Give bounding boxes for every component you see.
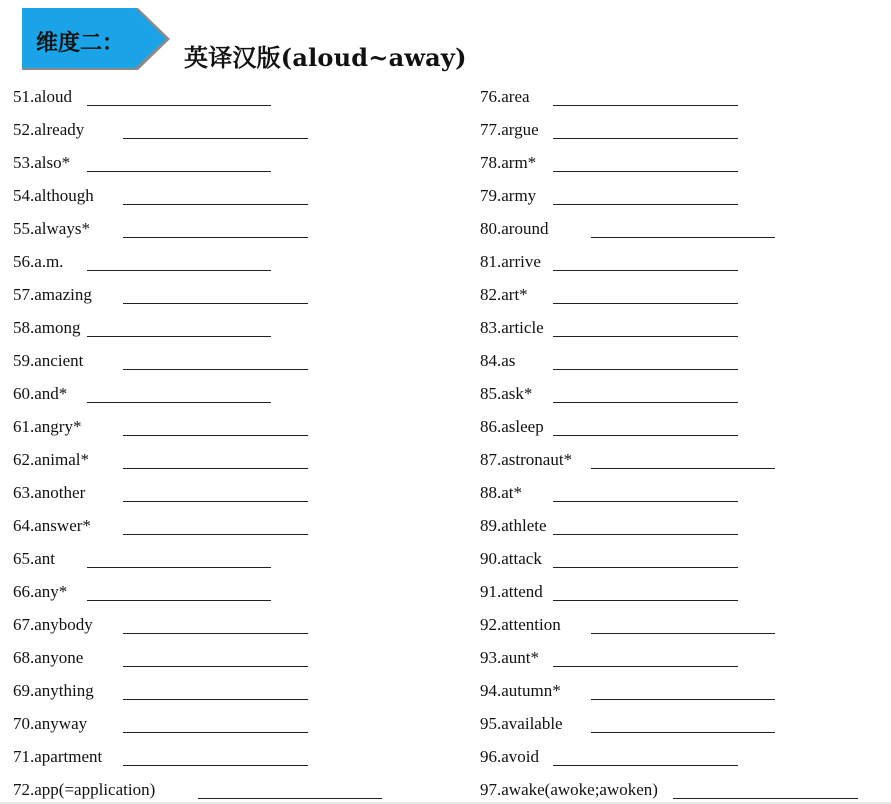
vocab-entry bbox=[480, 219, 777, 243]
answer-blank[interactable] bbox=[553, 336, 738, 337]
vocab-word: 92.attention bbox=[480, 615, 561, 634]
vocab-word: 60.and* bbox=[13, 384, 68, 403]
vocab-entry bbox=[13, 219, 310, 243]
vocab-entry bbox=[480, 384, 740, 408]
vocab-entry bbox=[480, 747, 740, 771]
vocab-word: 57.amazing bbox=[13, 285, 92, 304]
answer-blank[interactable] bbox=[553, 303, 738, 304]
answer-blank[interactable] bbox=[87, 600, 271, 601]
answer-blank[interactable] bbox=[87, 105, 271, 106]
vocab-entry bbox=[13, 417, 310, 441]
answer-blank[interactable] bbox=[553, 534, 738, 535]
answer-blank[interactable] bbox=[123, 468, 308, 469]
vocab-word: 83.article bbox=[480, 318, 544, 337]
vocab-entry bbox=[13, 681, 310, 705]
answer-blank[interactable] bbox=[553, 567, 738, 568]
vocab-word: 55.always* bbox=[13, 219, 90, 238]
vocab-word: 71.apartment bbox=[13, 747, 103, 766]
vocab-entry bbox=[13, 549, 273, 573]
vocab-entry bbox=[13, 615, 310, 639]
section-label: 维度二： bbox=[36, 31, 125, 56]
answer-blank[interactable] bbox=[87, 270, 271, 271]
vocab-word: 97.awake(awoke;awoken) bbox=[480, 780, 658, 799]
answer-blank[interactable] bbox=[87, 402, 271, 403]
answer-blank[interactable] bbox=[553, 666, 738, 667]
vocab-entry bbox=[480, 582, 740, 606]
vocab-entry bbox=[480, 450, 777, 474]
vocab-entry bbox=[13, 186, 310, 210]
vocab-word: 53.also* bbox=[13, 153, 71, 172]
answer-blank[interactable] bbox=[123, 534, 308, 535]
answer-blank[interactable] bbox=[553, 270, 738, 271]
page-title: 英译汉版(aloud~away) bbox=[184, 43, 467, 72]
answer-blank[interactable] bbox=[553, 600, 738, 601]
answer-blank[interactable] bbox=[591, 699, 775, 700]
vocab-entry bbox=[13, 483, 310, 507]
vocab-entry bbox=[13, 318, 273, 342]
vocab-entry bbox=[480, 252, 740, 276]
answer-blank[interactable] bbox=[553, 765, 738, 766]
vocab-entry bbox=[13, 648, 310, 672]
vocab-entry bbox=[13, 351, 310, 375]
answer-blank[interactable] bbox=[591, 468, 775, 469]
answer-blank[interactable] bbox=[553, 105, 738, 106]
answer-blank[interactable] bbox=[591, 237, 775, 238]
vocab-word: 70.anyway bbox=[13, 714, 88, 733]
vocab-word: 84.as bbox=[480, 351, 516, 370]
vocab-word: 85.ask* bbox=[480, 384, 533, 403]
vocab-entry bbox=[480, 318, 740, 342]
vocab-word: 51.aloud bbox=[13, 87, 73, 106]
vocab-word: 76.area bbox=[480, 87, 530, 106]
answer-blank[interactable] bbox=[553, 435, 738, 436]
answer-blank[interactable] bbox=[123, 732, 308, 733]
vocab-entry bbox=[13, 384, 273, 408]
vocab-entry bbox=[13, 714, 310, 738]
vocab-word: 66.any* bbox=[13, 582, 68, 601]
answer-blank[interactable] bbox=[123, 303, 308, 304]
answer-blank[interactable] bbox=[87, 336, 271, 337]
answer-blank[interactable] bbox=[123, 699, 308, 700]
answer-blank[interactable] bbox=[673, 798, 858, 799]
answer-blank[interactable] bbox=[123, 369, 308, 370]
vocab-entry bbox=[480, 120, 740, 144]
vocab-word: 79.army bbox=[480, 186, 537, 205]
answer-blank[interactable] bbox=[123, 237, 308, 238]
vocab-word: 88.at* bbox=[480, 483, 523, 502]
vocab-word: 62.animal* bbox=[13, 450, 90, 469]
vocab-word: 69.anything bbox=[13, 681, 94, 700]
answer-blank[interactable] bbox=[553, 138, 738, 139]
vocab-entry bbox=[480, 417, 740, 441]
vocab-entry bbox=[13, 87, 273, 111]
vocab-entry bbox=[13, 252, 273, 276]
answer-blank[interactable] bbox=[553, 402, 738, 403]
vocab-word: 91.attend bbox=[480, 582, 543, 601]
answer-blank[interactable] bbox=[553, 204, 738, 205]
vocab-entry bbox=[480, 483, 740, 507]
vocab-word: 72.app(=application) bbox=[13, 780, 156, 799]
answer-blank[interactable] bbox=[123, 765, 308, 766]
vocab-entry bbox=[480, 549, 740, 573]
answer-blank[interactable] bbox=[87, 171, 271, 172]
vocab-word: 89.athlete bbox=[480, 516, 547, 535]
answer-blank[interactable] bbox=[591, 732, 775, 733]
vocab-entry bbox=[480, 153, 740, 177]
vocab-word: 64.answer* bbox=[13, 516, 91, 535]
vocab-word: 58.among bbox=[13, 318, 81, 337]
vocab-entry bbox=[13, 450, 310, 474]
answer-blank[interactable] bbox=[553, 171, 738, 172]
section-badge bbox=[22, 8, 170, 70]
vocab-word: 93.aunt* bbox=[480, 648, 540, 667]
vocab-word: 86.asleep bbox=[480, 417, 544, 436]
vocab-word: 63.another bbox=[13, 483, 86, 502]
vocab-entry bbox=[13, 120, 310, 144]
answer-blank[interactable] bbox=[123, 666, 308, 667]
answer-blank[interactable] bbox=[123, 138, 308, 139]
vocab-entry bbox=[13, 582, 273, 606]
vocab-word: 68.anyone bbox=[13, 648, 84, 667]
vocab-word: 81.arrive bbox=[480, 252, 541, 271]
vocab-entry bbox=[480, 681, 777, 705]
vocab-word: 59.ancient bbox=[13, 351, 84, 370]
vocab-entry bbox=[13, 153, 273, 177]
vocab-entry bbox=[480, 714, 777, 738]
vocab-word: 96.avoid bbox=[480, 747, 540, 766]
vocab-entry bbox=[13, 780, 384, 804]
answer-blank[interactable] bbox=[123, 204, 308, 205]
vocab-word: 87.astronaut* bbox=[480, 450, 573, 469]
vocab-word: 78.arm* bbox=[480, 153, 537, 172]
vocab-entry bbox=[480, 87, 740, 111]
vocab-entry bbox=[13, 285, 310, 309]
answer-blank[interactable] bbox=[87, 567, 271, 568]
vocab-word: 56.a.m. bbox=[13, 252, 64, 271]
vocab-word: 94.autumn* bbox=[480, 681, 561, 700]
vocab-entry bbox=[480, 285, 740, 309]
vocab-word: 61.angry* bbox=[13, 417, 82, 436]
vocab-word: 90.attack bbox=[480, 549, 542, 568]
answer-blank[interactable] bbox=[123, 633, 308, 634]
answer-blank[interactable] bbox=[123, 435, 308, 436]
answer-blank[interactable] bbox=[553, 369, 738, 370]
vocab-entry bbox=[480, 780, 860, 804]
vocab-word: 54.although bbox=[13, 186, 94, 205]
answer-blank[interactable] bbox=[553, 501, 738, 502]
vocab-entry bbox=[480, 516, 740, 540]
answer-blank[interactable] bbox=[591, 633, 775, 634]
vocab-entry bbox=[480, 186, 740, 210]
vocab-entry bbox=[480, 648, 740, 672]
vocab-entry bbox=[480, 351, 740, 375]
vocab-word: 67.anybody bbox=[13, 615, 93, 634]
vocab-entry bbox=[13, 747, 310, 771]
vocab-word: 95.available bbox=[480, 714, 563, 733]
vocab-entry bbox=[13, 516, 310, 540]
answer-blank[interactable] bbox=[123, 501, 308, 502]
vocab-word: 77.argue bbox=[480, 120, 539, 139]
vocab-word: 80.around bbox=[480, 219, 549, 238]
vocab-entry bbox=[480, 615, 777, 639]
answer-blank[interactable] bbox=[198, 798, 382, 799]
vocab-word: 52.already bbox=[13, 120, 85, 139]
vocab-word: 82.art* bbox=[480, 285, 528, 304]
vocab-word: 65.ant bbox=[13, 549, 56, 568]
